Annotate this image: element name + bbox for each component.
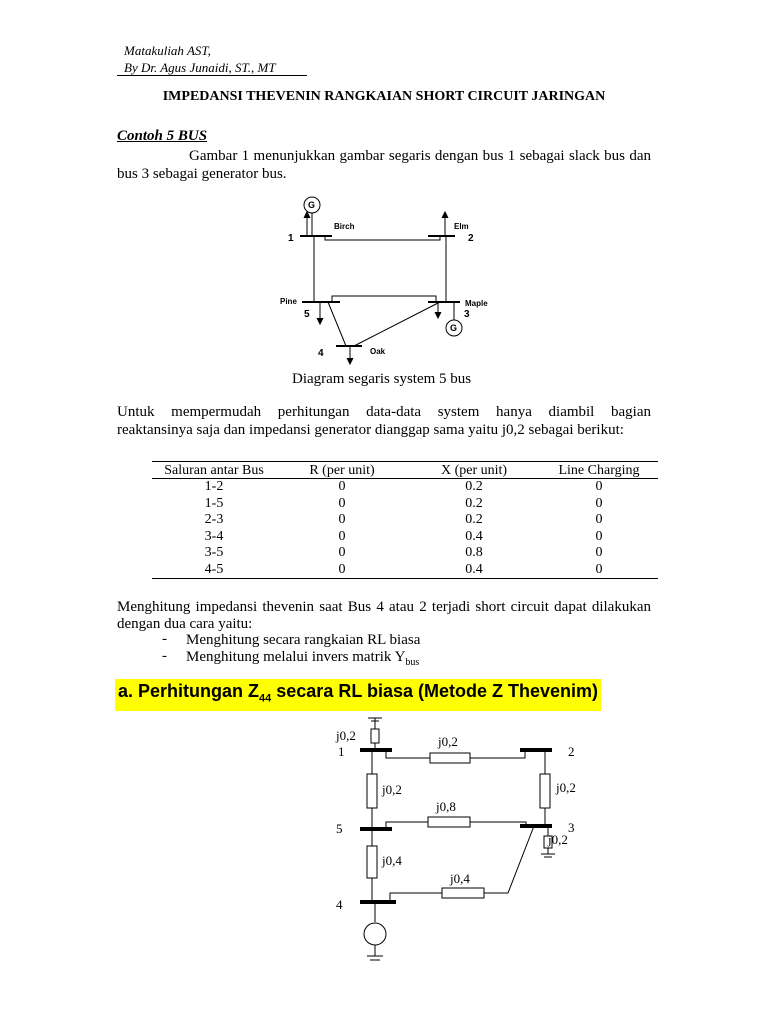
table-cell: 0 (338, 545, 346, 560)
impedance-1-2 (430, 753, 470, 763)
table-cell: 2-3 (204, 512, 224, 527)
method-item-2-text: Menghitung melalui invers matrik Y (186, 649, 406, 665)
table-row (152, 512, 658, 529)
table-cell: 0 (540, 562, 658, 579)
diagram-caption: Diagram segaris system 5 bus (292, 371, 472, 387)
table-cell: 0.2 (465, 479, 483, 494)
bus-name-oak: Oak (370, 347, 386, 356)
gen-label-1: G (308, 200, 316, 210)
bus-label-5: 5 (336, 821, 343, 836)
table-cell: 0 (276, 562, 408, 579)
bus-name-maple: Maple (465, 299, 488, 308)
table-cell: 0 (338, 479, 346, 494)
section-a-heading (115, 679, 601, 711)
impedance-gen1 (371, 729, 379, 743)
table-cell: 0.4 (465, 528, 483, 544)
gen-label-3: G (450, 323, 458, 333)
imp-label-gen3: j0,2 (548, 832, 568, 847)
methods-line-1: Menghitung impedansi thevenin saat Bus 4 atau 2 terjadi short circuit dapat dilakukan (117, 599, 651, 615)
section-a-prefix: a. Perhitungan Z (118, 681, 260, 701)
table-header: Saluran antar Bus (152, 462, 276, 479)
imp-label-gen1: j0,2 (336, 728, 356, 743)
table-cell: 0.2 (465, 512, 483, 527)
bus-num-3: 3 (464, 309, 470, 320)
table-header: R (per unit) (276, 462, 408, 479)
method-item-2 (186, 648, 419, 672)
table-cell: 0.4 (408, 562, 540, 579)
ybus-subscript: bus (405, 657, 420, 668)
imp-label-1-2: j0,2 (438, 734, 458, 749)
impedance-4-5 (367, 846, 377, 878)
bus-num-1: 1 (288, 233, 294, 244)
page-title: IMPEDANSI THEVENIN RANGKAIAN SHORT CIRCUIT JARINGAN (162, 89, 606, 104)
table-cell: 3-5 (204, 545, 224, 560)
imp-label-3-4: j0,4 (450, 871, 470, 886)
table-cell: 0.8 (465, 545, 483, 560)
table-cell: 0 (595, 512, 603, 527)
list-bullet: - (162, 631, 167, 647)
example-line-1: Gambar 1 menunjukkan gambar segaris dengan bus 1 sebagai slack bus dan (189, 148, 651, 164)
bus-label-3: 3 (568, 820, 575, 835)
author-label: By Dr. Agus Junaidi, ST., MT (124, 60, 276, 75)
imp-label-2-3: j0,2 (556, 780, 576, 795)
table-cell: 0 (595, 528, 603, 544)
table-cell: 0 (338, 512, 346, 527)
table-row (152, 496, 658, 513)
table-cell: 0 (595, 479, 603, 494)
impedance-3-4 (442, 888, 484, 898)
imp-label-3-5: j0,8 (436, 799, 456, 814)
table-cell: 0 (338, 528, 346, 544)
bus-name-pine: Pine (280, 297, 297, 306)
table-header: Line Charging (540, 462, 658, 479)
section-a-suffix: secara RL biasa (Metode Z Thevenim) (271, 681, 599, 701)
impedance-2-3 (540, 774, 550, 808)
bus-label-1: 1 (338, 744, 345, 759)
methods-line-2: dengan dua cara yaitu: (117, 616, 253, 632)
bus-num-4: 4 (318, 348, 324, 359)
bus-label-2: 2 (568, 744, 575, 759)
example-line-2: bus 3 sebagai generator bus. (117, 166, 287, 182)
intro-line-2: reaktansinya saja dan impedansi generator dianggap sama yaitu j0,2 sebagai berikut: (117, 422, 624, 438)
bus-label-4: 4 (336, 897, 343, 912)
table-header-row (152, 462, 658, 479)
one-line-diagram (270, 190, 510, 370)
table-cell: 1-2 (204, 479, 224, 494)
header-rule (117, 75, 307, 76)
table-cell: 0 (595, 495, 603, 511)
table-cell: 0 (595, 545, 603, 560)
imp-label-1-5: j0,2 (382, 782, 402, 797)
table-cell: 4-5 (152, 562, 276, 579)
table-cell: 3-4 (204, 528, 224, 544)
table-row (152, 545, 658, 562)
bus-num-2: 2 (468, 233, 474, 244)
impedance-1-5 (367, 774, 377, 808)
voltage-source-icon (364, 923, 386, 945)
bus-num-5: 5 (304, 309, 310, 320)
impedance-3-5 (428, 817, 470, 827)
course-label: Matakuliah AST, (124, 43, 211, 58)
bus-name-elm: Elm (454, 222, 469, 231)
section-a-subscript: 44 (259, 692, 272, 705)
method-item-1: Menghitung secara rangkaian RL biasa (186, 632, 421, 648)
table-row (152, 479, 658, 496)
table-cell: 0 (338, 495, 346, 511)
table-header: X (per unit) (408, 462, 540, 479)
intro-line-1: Untuk mempermudah perhitungan data-data system hanya diambil bagian (117, 404, 651, 420)
table-cell: 0.2 (465, 495, 483, 511)
table-row (152, 562, 658, 579)
list-bullet: - (162, 648, 167, 664)
impedance-diagram (330, 712, 590, 970)
line-data-table (152, 461, 658, 579)
bus-name-birch: Birch (334, 222, 355, 231)
table-cell: 1-5 (204, 495, 224, 511)
example-heading: Contoh 5 BUS (117, 128, 208, 144)
imp-label-4-5: j0,4 (382, 853, 402, 868)
table-row (152, 529, 658, 546)
